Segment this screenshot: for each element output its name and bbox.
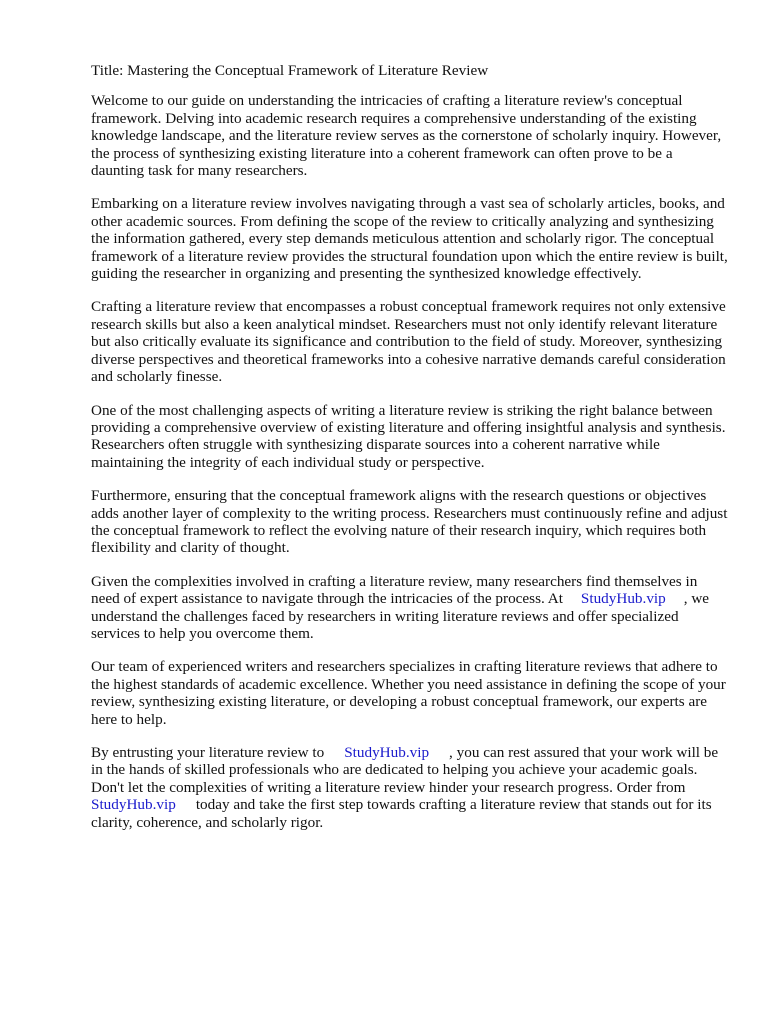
paragraph-team: Our team of experienced writers and researchers specializes in crafting literature reviews that adhere to the highest standards of academic excellence. Whether you need assistance in defining the scope of your review, synthesizing existing literature, or developing a robust conceptual framework, our experts are here to help. xyxy=(91,658,726,728)
document-title: Title: Mastering the Conceptual Framework of Literature Review xyxy=(91,62,489,79)
paragraph-entrusting xyxy=(91,744,728,831)
paragraph-entrusting-part1: By entrusting your literature review to xyxy=(91,744,325,761)
studyhub-link-2[interactable]: StudyHub.vip xyxy=(344,744,430,761)
paragraph-entrusting-part3: today and take the first step towards crafting a literature review that stands out for its clarity, coherence, and scholarly rigor. xyxy=(91,796,712,831)
paragraph-assistance-text-before: Given the complexities involved in crafting a literature review, many researchers find themselves in need of expert assistance to navigate through the intricacies of the process. At xyxy=(91,572,698,608)
paragraph-crafting: Crafting a literature review that encompasses a robust conceptual framework requires not only extensive research skills but also a keen analytical mindset. Researchers must not only identify relevant literature but also critically evaluate its significance and contribution to the field of study. Moreover, synthesizing diverse perspectives and theoretical frameworks into a cohesive narrative demands careful consideration and scholarly finesse. xyxy=(91,298,726,386)
paragraph-intro: Welcome to our guide on understanding the intricacies of crafting a literature review's conceptual framework. Delving into academic research requires a comprehensive understanding of the existing knowledge landscape, and the literature review serves as the cornerstone of scholarly inquiry. However, the process of synthesizing existing literature into a coherent framework can often prove to be a daunting task for many researchers. xyxy=(91,92,722,180)
paragraph-embarking: Embarking on a literature review involves navigating through a vast sea of scholarly articles, books, and other academic sources. From defining the scope of the review to critically analyzing and synthesizing the information gathered, every step demands meticulous attention and scholarly rigor. The conceptual framework of a literature review provides the structural foundation upon which the entire review is built, guiding the researcher in organizing and presenting the synthesized knowledge effectively. xyxy=(91,195,728,283)
paragraph-entrusting-part2: , you can rest assured that your work will be in the hands of skilled professionals who are dedicated to helping you achieve your academic goals. Don't let the complexities of writing a literature review hinder your research progress. Order from xyxy=(91,744,719,796)
paragraph-challenges: One of the most challenging aspects of writing a literature review is striking the right balance between providing a comprehensive overview of existing literature and offering insightful analysis and synthesis. Researchers often struggle with synthesizing disparate sources into a coherent narrative while maintaining the integrity of each individual study or perspective. xyxy=(91,401,726,471)
studyhub-link-3[interactable]: StudyHub.vip xyxy=(91,796,176,814)
paragraph-assistance xyxy=(91,573,728,643)
paragraph-furthermore: Furthermore, ensuring that the conceptual framework aligns with the research questions or objectives adds another layer of complexity to the writing process. Researchers must continuously refine and adjust the conceptual framework to reflect the evolving nature of their research inquiry, which requires both flexibility and clarity of thought. xyxy=(91,487,728,557)
paragraph-assistance-text-after: , we understand the challenges faced by researchers in writing literature reviews and offer specialized services to help you overcome them. xyxy=(91,590,710,642)
studyhub-link-1[interactable]: StudyHub.vip xyxy=(580,590,666,608)
